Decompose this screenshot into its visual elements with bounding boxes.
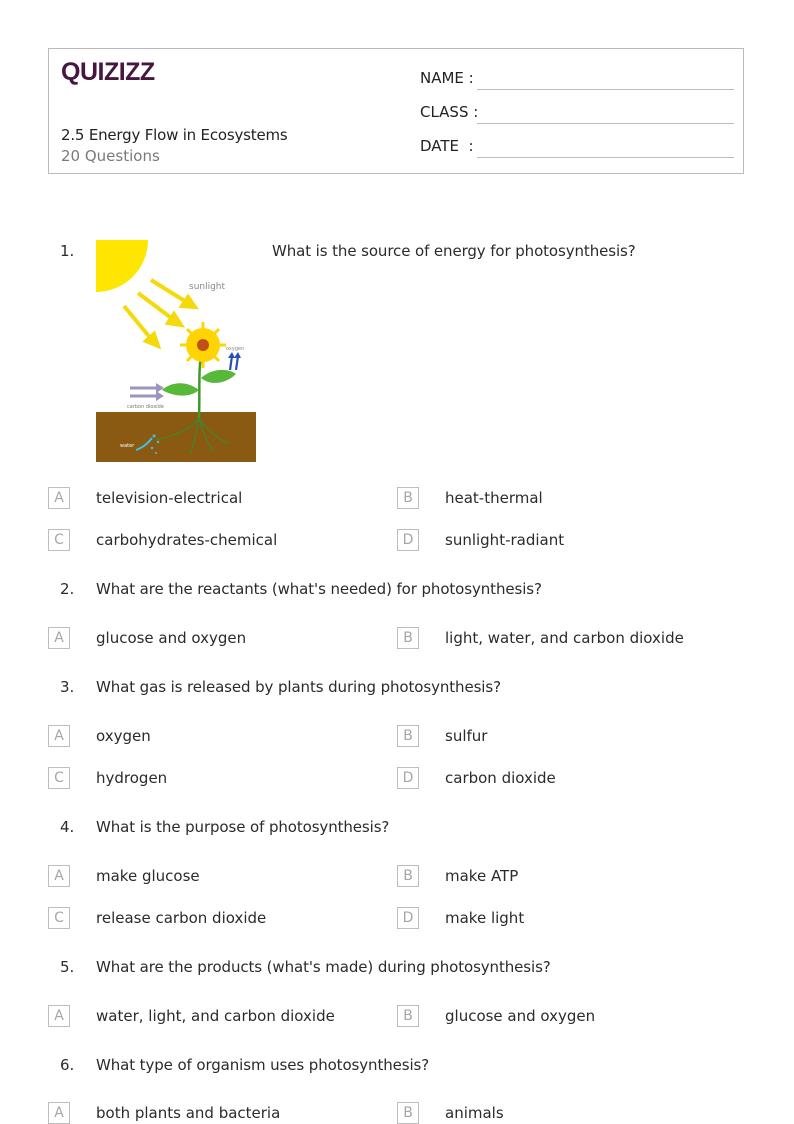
question-text: What are the products (what's made) during photosynthesis?: [96, 958, 551, 976]
option-text[interactable]: carbon dioxide: [445, 769, 556, 787]
option-letter[interactable]: D: [397, 529, 419, 551]
option-text[interactable]: animals: [445, 1104, 504, 1122]
question-number: 6.: [60, 1056, 75, 1074]
question-number: 5.: [60, 958, 75, 976]
option-text[interactable]: oxygen: [96, 727, 151, 745]
question-number: 4.: [60, 818, 75, 836]
name-line[interactable]: [477, 89, 734, 90]
option-letter[interactable]: C: [48, 767, 70, 789]
option-text[interactable]: glucose and oxygen: [445, 1007, 596, 1025]
option-letter[interactable]: A: [48, 487, 70, 509]
question-text: What are the reactants (what's needed) for photosynthesis?: [96, 580, 542, 598]
option-text[interactable]: release carbon dioxide: [96, 909, 267, 927]
quizizz-logo: QUIZIZZ: [61, 58, 155, 86]
photosynthesis-illustration: [96, 240, 256, 462]
option-letter[interactable]: A: [48, 1005, 70, 1027]
worksheet-header: [48, 48, 744, 174]
option-letter[interactable]: D: [397, 907, 419, 929]
option-text[interactable]: sunlight-radiant: [445, 531, 565, 549]
question-text: What type of organism uses photosynthesis?: [96, 1056, 430, 1074]
option-text[interactable]: hydrogen: [96, 769, 168, 787]
option-letter[interactable]: B: [397, 487, 419, 509]
name-label: NAME :: [420, 69, 474, 87]
quiz-title: 2.5 Energy Flow in Ecosystems: [61, 126, 288, 144]
option-letter[interactable]: C: [48, 529, 70, 551]
option-letter[interactable]: C: [48, 907, 70, 929]
question-count: 20 Questions: [61, 147, 160, 165]
option-letter[interactable]: A: [48, 1102, 70, 1124]
question-text: What is the source of energy for photosynthesis?: [272, 242, 636, 260]
option-text[interactable]: make glucose: [96, 867, 200, 885]
option-letter[interactable]: A: [48, 627, 70, 649]
name-field[interactable]: [420, 69, 734, 89]
date-field[interactable]: [420, 137, 734, 157]
question-text: What is the purpose of photosynthesis?: [96, 818, 390, 836]
option-letter[interactable]: B: [397, 1102, 419, 1124]
question-number: 1.: [60, 242, 75, 260]
option-letter[interactable]: B: [397, 725, 419, 747]
option-text[interactable]: television-electrical: [96, 489, 243, 507]
date-label: DATE :: [420, 137, 474, 155]
option-letter[interactable]: B: [397, 1005, 419, 1027]
option-text[interactable]: water, light, and carbon dioxide: [96, 1007, 335, 1025]
option-text[interactable]: sulfur: [445, 727, 488, 745]
class-line[interactable]: [477, 123, 734, 124]
water-label: water: [120, 443, 135, 449]
option-text[interactable]: glucose and oxygen: [96, 629, 247, 647]
option-text[interactable]: both plants and bacteria: [96, 1104, 281, 1122]
option-letter[interactable]: A: [48, 725, 70, 747]
class-field[interactable]: [420, 103, 734, 123]
option-letter[interactable]: B: [397, 865, 419, 887]
option-text[interactable]: make light: [445, 909, 525, 927]
question-number: 2.: [60, 580, 75, 598]
option-text[interactable]: make ATP: [445, 867, 519, 885]
option-letter[interactable]: B: [397, 627, 419, 649]
option-letter[interactable]: A: [48, 865, 70, 887]
oxygen-label: oxygen: [226, 346, 245, 352]
option-text[interactable]: heat-thermal: [445, 489, 543, 507]
class-label: CLASS :: [420, 103, 479, 121]
sunlight-label: sunlight: [189, 282, 226, 292]
option-text[interactable]: carbohydrates-chemical: [96, 531, 278, 549]
option-letter[interactable]: D: [397, 767, 419, 789]
question-text: What gas is released by plants during photosynthesis?: [96, 678, 501, 696]
option-text[interactable]: light, water, and carbon dioxide: [445, 629, 684, 647]
question-number: 3.: [60, 678, 75, 696]
date-line[interactable]: [477, 157, 734, 158]
carbon-dioxide-label: carbon dioxide: [127, 404, 164, 410]
